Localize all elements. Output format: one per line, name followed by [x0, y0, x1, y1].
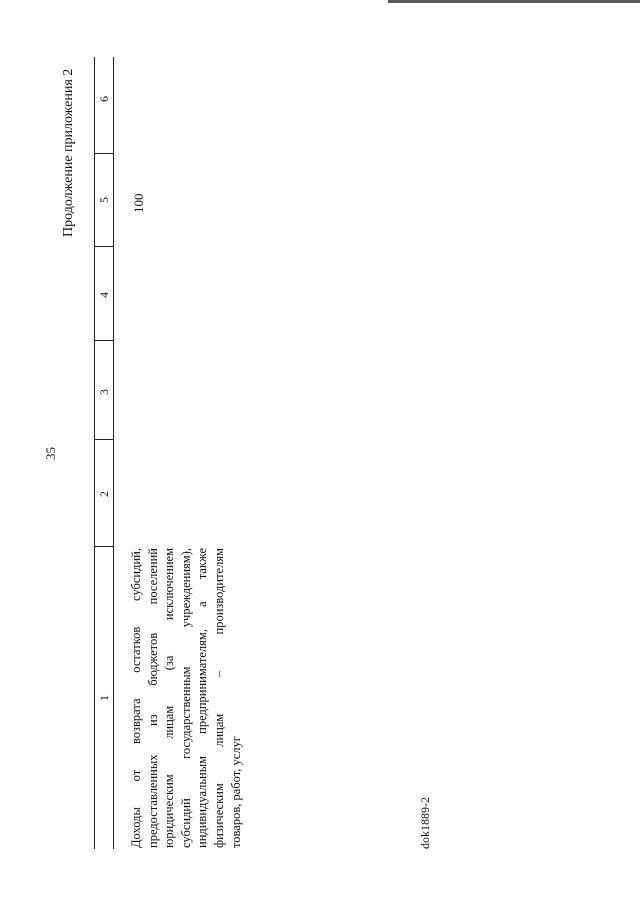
table-cell-col5-value: 100 [131, 193, 146, 213]
table-row-description [128, 548, 244, 848]
description-line: предоставленных из бюджетов поселений [145, 548, 160, 848]
description-line: индивидуальным предпринимателям, а также [195, 548, 210, 848]
description-line: товаров, работ, услуг [228, 736, 243, 848]
column-number-6: 6 [97, 96, 111, 102]
column-number-4: 4 [97, 292, 111, 298]
page-number: 35 [43, 447, 58, 460]
description-line: субсидий государственным учреждениям), [178, 548, 193, 848]
column-number-1: 1 [97, 695, 111, 701]
table-header-bottom-border [113, 57, 114, 849]
column-number-3: 3 [97, 389, 111, 395]
table-col-divider-1 [94, 546, 113, 547]
column-number-5: 5 [97, 197, 111, 203]
table-top-border [94, 57, 95, 849]
table-col-divider-3 [94, 340, 113, 341]
table-col-divider-2 [94, 439, 113, 440]
table-col-divider-5 [94, 153, 113, 154]
description-line: юридическим лицам (за исключением [162, 548, 177, 848]
continuation-heading: Продолжение приложения 2 [61, 68, 76, 237]
column-number-2: 2 [97, 491, 111, 497]
document-code: dok1889-2 [418, 797, 432, 849]
description-line: физическим лицам – производителям [211, 548, 226, 848]
table-col-divider-4 [94, 246, 113, 247]
description-line: Доходы от возврата остатков субсидий, [129, 548, 143, 848]
